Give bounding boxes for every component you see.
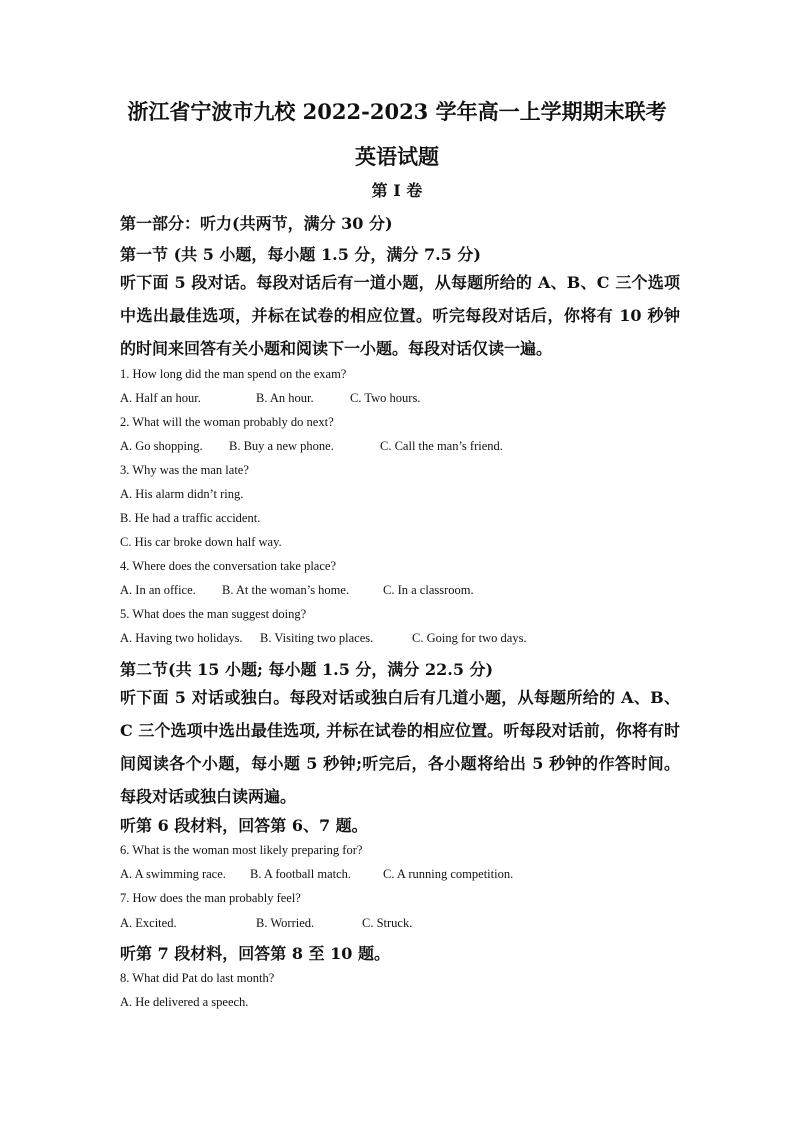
question-7-option-c: C. Struck. [362, 916, 413, 930]
part1-heading: 第一部分：听力(共两节，满分 30 分) [120, 214, 393, 233]
volume-label: 第 I 卷 [371, 181, 423, 200]
question-4-stem: 4. Where does the conversation take place? [120, 559, 336, 573]
question-6-option-a: A. A swimming race. [120, 867, 226, 881]
question-2-option-c: C. Call the man’s friend. [380, 439, 503, 453]
question-1-option-b: B. An hour. [256, 391, 314, 405]
question-4-option-b: B. At the woman’s home. [222, 583, 350, 597]
question-4-option-a: A. In an office. [120, 583, 196, 597]
question-5-option-b: B. Visiting two places. [260, 631, 374, 645]
question-5-option-a: A. Having two holidays. [120, 631, 243, 645]
section2-heading: 第二节(共 15 小题; 每小题 1.5 分，满分 22.5 分) [120, 660, 494, 679]
section1-heading: 第一节 (共 5 小题，每小题 1.5 分，满分 7.5 分) [120, 245, 481, 264]
question-8-option-a: A. He delivered a speech. [120, 995, 249, 1009]
section2-instructions: 听下面 5 对话或独白。每段对话或独白后有几道小题，从每题所给的 A、B、C 三个选项中选出最佳选项, 并标在试卷的相应位置。听每段对话前，你将有时间阅读各个小题，每小题 5 秒钟;听完后，各小题将给出 5 秒钟的作答时间。每段对话或独白读两遍。 [120, 688, 680, 806]
question-8-stem: 8. What did Pat do last month? [120, 971, 275, 985]
question-6-stem: 6. What is the woman most likely preparing for? [120, 843, 363, 857]
question-6-option-c: C. A running competition. [383, 867, 514, 881]
question-7-option-b: B. Worried. [256, 916, 315, 930]
question-7-option-a: A. Excited. [120, 916, 177, 930]
exam-subtitle: 英语试题 [355, 144, 439, 169]
question-4-option-c: C. In a classroom. [383, 583, 474, 597]
question-6-option-b: B. A football match. [250, 867, 352, 881]
question-2-stem: 2. What will the woman probably do next? [120, 415, 334, 429]
question-5-stem: 5. What does the man suggest doing? [120, 607, 307, 621]
question-3-option-a: A. His alarm didn’t ring. [120, 487, 244, 501]
exam-title: 浙江省宁波市九校 2022-2023 学年高一上学期期末联考 [127, 99, 667, 124]
question-7-stem: 7. How does the man probably feel? [120, 891, 301, 905]
material-7-heading: 听第 7 段材料，回答第 8 至 10 题。 [120, 944, 390, 963]
question-1-stem: 1. How long did the man spend on the exam? [120, 367, 347, 381]
question-3-option-c: C. His car broke down half way. [120, 535, 282, 549]
question-3-stem: 3. Why was the man late? [120, 463, 249, 477]
material-6-heading: 听第 6 段材料，回答第 6、7 题。 [120, 816, 368, 835]
section1-instructions: 听下面 5 段对话。每段对话后有一道小题，从每题所给的 A、B、C 三个选项中选出最佳选项，并标在试卷的相应位置。听完每段对话后，你将有 10 秒钟的时间来回答有关小题和阅读下一小题。每段对话仅读一遍。 [120, 273, 680, 358]
question-3-option-b: B. He had a traffic accident. [120, 511, 261, 525]
question-2-option-a: A. Go shopping. [120, 439, 203, 453]
question-2-option-b: B. Buy a new phone. [229, 439, 334, 453]
question-1-option-c: C. Two hours. [350, 391, 421, 405]
question-1-option-a: A. Half an hour. [120, 391, 201, 405]
question-5-option-c: C. Going for two days. [412, 631, 527, 645]
